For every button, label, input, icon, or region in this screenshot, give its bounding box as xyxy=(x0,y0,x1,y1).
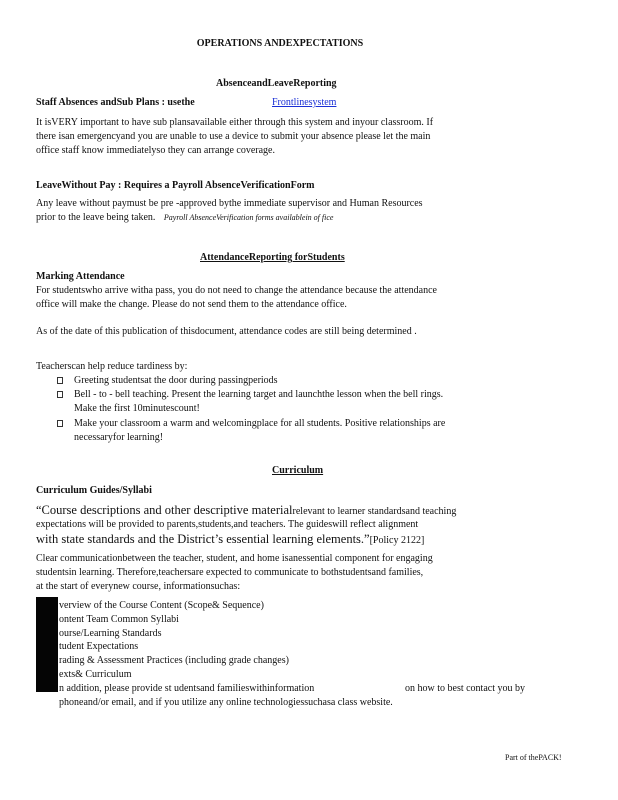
curriculum-section-heading: Curriculum xyxy=(272,465,324,476)
info-list-item-6: exts& Curriculum xyxy=(59,669,132,680)
tardiness-bullet-2: Bell - to - bell teaching. Present the learning target and launchthe lesson when the bell rings. xyxy=(74,389,444,400)
tardiness-bullet-3: Make your classroom a warm and welcomingplace for all students. Positive relationships are xyxy=(74,418,446,429)
leave-paragraph-line-1: Any leave without paymust be pre -approved bythe immediate supervisor and Human Resources xyxy=(36,198,423,209)
staff-absences-label: Staff Absences andSub Plans : usethe xyxy=(36,97,195,108)
marking-attendance-label: Marking Attendance xyxy=(36,271,125,282)
tardiness-intro: Teacherscan help reduce tardiness by: xyxy=(36,361,188,372)
closing-paragraph-line-2: phoneand/or email, and if you utilize any online technologiessuchasa class website. xyxy=(59,697,393,708)
info-list-item-5: rading & Assessment Practices (including grade changes) xyxy=(59,655,289,666)
tardiness-bullet-1: Greeting studentsat the door during passingperiods xyxy=(74,375,278,386)
closing-paragraph-line-1-end: on how to best contact you by xyxy=(405,683,525,694)
redaction-bar xyxy=(36,597,58,692)
leave-without-pay-label: LeaveWithout Pay : Requires a Payroll AbsenceVerificationForm xyxy=(36,180,315,191)
absence-paragraph-line-3: office staff know immediatelyso they can arrange coverage. xyxy=(36,145,275,156)
absence-paragraph-line-2: there isan emergencyand you are unable to use a device to submit your absence please let the main xyxy=(36,131,431,142)
policy-quote-line-3: with state standards and the District’s essential learning elements.”[Policy 2122] xyxy=(36,532,425,546)
communication-paragraph-line-1: Clear communicationbetween the teacher, student, and home isanessential component for engaging xyxy=(36,553,433,564)
attendance-section-heading: AttendanceReporting forStudents xyxy=(200,252,345,263)
tardiness-bullet-3-continued: necessaryfor learning! xyxy=(74,432,164,443)
communication-paragraph-line-2: studentsin learning. Therefore,teachersare expected to communicate to bothstudentsand families, xyxy=(36,567,424,578)
bullet-icon xyxy=(57,377,63,384)
info-list-item-4: tudent Expectations xyxy=(59,641,139,652)
bullet-icon xyxy=(57,391,63,398)
absence-section-heading: AbsenceandLeaveReporting xyxy=(216,78,337,89)
policy-reference: [Policy 2122] xyxy=(369,535,425,546)
payroll-form-note: Payroll AbsenceVerification forms availablein of fice xyxy=(163,213,334,222)
curriculum-guides-label: Curriculum Guides/Syllabi xyxy=(36,485,152,496)
communication-paragraph-line-3: at the start of everynew course, informationsuchas: xyxy=(36,581,241,592)
info-list-item-1: verview of the Course Content (Scope& Sequence) xyxy=(59,600,264,611)
leave-paragraph-line-2: prior to the leave being taken. Payroll AbsenceVerification forms availablein of fice xyxy=(36,212,334,223)
absence-paragraph-line-1: It isVERY important to have sub plansavailable either through this system and inyour classroom. If xyxy=(36,117,434,128)
page-footer: Part of thePACK! xyxy=(505,753,562,762)
frontline-system-link[interactable]: Frontlinesystem xyxy=(272,97,337,108)
policy-quote-line-1: “Course descriptions and other descriptive materialrelevant to learner standardsand teaching xyxy=(36,503,457,517)
closing-paragraph-line-1: n addition, please provide st udentsand familieswithinformation xyxy=(59,683,315,694)
bullet-icon xyxy=(57,420,63,427)
page-title: OPERATIONS ANDEXPECTATIONS xyxy=(196,38,364,49)
attendance-codes-note: As of the date of this publication of thisdocument, attendance codes are still being determined . xyxy=(36,326,417,337)
attendance-paragraph-line-2: office will make the change. Please do not send them to the attendance office. xyxy=(36,299,347,310)
attendance-paragraph-line-1: For studentswho arrive witha pass, you do not need to change the attendance because the attendance xyxy=(36,285,437,296)
info-list-item-3: ourse/Learning Standards xyxy=(59,628,162,639)
policy-quote-line-2: expectations will be provided to parents,students,and teachers. The guideswill reflect alignment xyxy=(36,519,419,530)
tardiness-bullet-2-continued: Make the first 10minutescount! xyxy=(74,403,200,414)
info-list-item-2: ontent Team Common Syllabi xyxy=(59,614,179,625)
